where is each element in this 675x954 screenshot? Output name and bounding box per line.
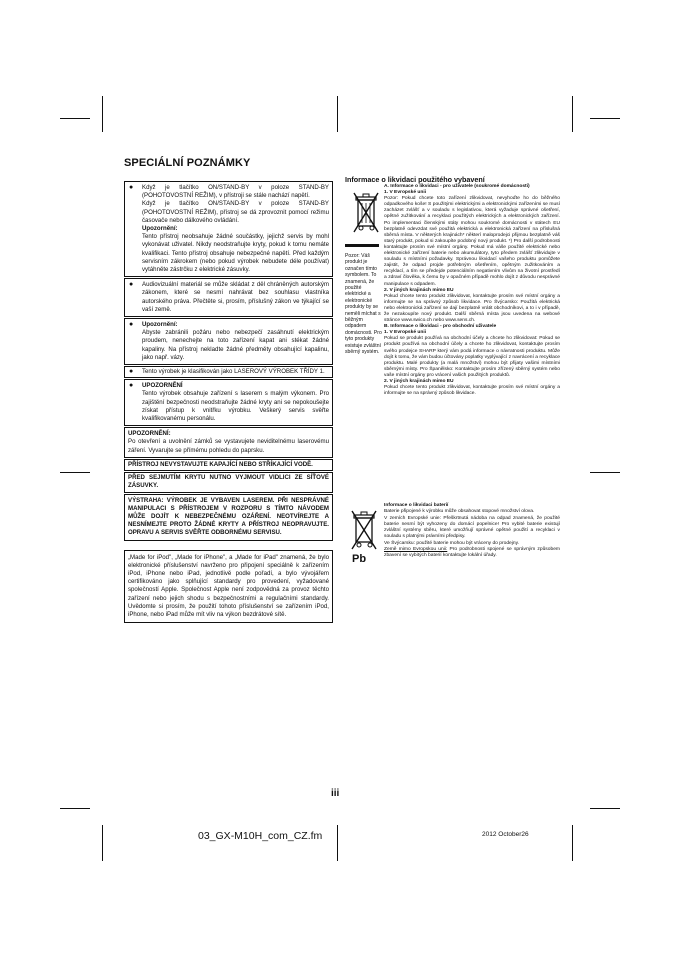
- bullet-icon: ●: [129, 184, 134, 191]
- laser-class-notice: [124, 366, 333, 378]
- section-b2-text: Pokud chcete tento produkt zlikvidovat, kontaktujte prosím své místní orgány a informujte se na správný způsob likvidace.: [384, 385, 560, 397]
- section-a1-head: 1. V Evropské unii: [384, 190, 427, 196]
- crop-mark: [60, 472, 90, 473]
- bullet-icon: ●: [129, 321, 134, 329]
- standby-p1: Když je tlačítko ON/STAND-BY v poloze STAND-BY (POHOTOVOSTNÍ REŽIM), v přístroji se stále nachází napětí.: [142, 184, 329, 200]
- crop-mark: [102, 825, 103, 861]
- copyright-text: Audiovizuální materiál se může skládat z děl chráněných autorským zákonem, které se nesmí nahrávat bez souhlasu vlastníka autorského práva. Přečtěte si, prosím, příslušný zákon ve týkající se vaší země.: [142, 281, 329, 313]
- crop-mark: [572, 96, 573, 132]
- section-b-head: B. Informace o likvidaci - pro obchodní uživatele: [384, 324, 497, 330]
- copyright-notice: [124, 278, 333, 317]
- crop-mark: [102, 96, 103, 132]
- crossed-bin-icon: [353, 190, 379, 240]
- crop-mark: [590, 472, 620, 473]
- standby-p2: Když je tlačítko ON/STAND-BY v poloze STAND-BY (POHOTOVOSTNÍ REŽIM), přístroj se dá zprovoznit pomocí režimu časovače nebo dálkového ovládání.: [142, 200, 329, 224]
- radiation-head: UPOZORNĚNÍ:: [128, 430, 171, 438]
- battery-text-3: Pro podrobnosti spojené se správným způsobem zbavení se vybitých baterií kontaktujte lokální úřady.: [384, 547, 560, 559]
- section-b1-text: Pokud se produkt používá na obchodní účely a chcete ho zlikvidovat: Pokud se produkt používá na obchodní účely a chcete ho zlikvidovat, kontaktujte prosím svého prodejce SHARP který vám podá informace o návratnosti produktu. Může dojít k tomu, že vám budou účtovány poplatky vyplývající z navrácení a recyklace produktu. Malé produkty (a malá množství) mohou být přijaty vašimi místními sběrnými místy. Pro Španělsko: Kontaktujte prosím zřízený sběrný systém nebo vaše místní orgány pro vrácení vašich použitých produktů.: [384, 336, 560, 378]
- battery-text-1: Baterie připojené k výrobku může obsahovat stopové množství olova.: [384, 509, 535, 515]
- section-a-head: A. Informace o likvidaci - pro uživatele (soukromé domácnosti): [384, 184, 530, 189]
- disposal-side-note: Pozor: Váš produkt je označen tímto symbolem. To znamená, že použité elektrické a elektronické produkty by se neměli míchat s běžným odpadem domácnosti. Pro tyto produkty existuje zvláštní sběrný systém.: [345, 253, 382, 356]
- section-a2-text: Pokud chcete tento produkt zlikvidovat, kontaktujte prosím své místní orgány a informujte se na správný způsob likvidace. Pro Švýcarsko: Použitá elektrická nebo elektronická zařízení se dají bezplatně vrátit obchodníkovi, a to i v případě, že nezakoupíte nový produkt. Další sběrná místa jsou uvedena na webové stránce www.swico.ch nebo www.sens.ch.: [384, 293, 560, 324]
- fire-head: Upozornění:: [142, 321, 178, 329]
- battery-text: [384, 503, 560, 560]
- laser-head: UPOZORNĚNÍ: [142, 382, 183, 390]
- plug-notice: PŘED SEJMUTÍM KRYTU NUTNO VYJMOUT VIDLICI ZE SÍŤOVÉ ZÁSUVKY.: [124, 472, 333, 492]
- page-number: iii: [331, 788, 340, 799]
- water-notice: PŘÍSTROJ NEVYSTAVUJTE KAPAJÍCÍ NEBO STŘÍKAJÍCÍ VODĚ.: [124, 459, 333, 471]
- laser-class-text: Tento výrobek je klasifikován jako LASEROVÝ VÝROBEK TŘÍDY 1.: [142, 368, 325, 376]
- radiation-notice: [124, 427, 333, 458]
- section-a2-head: 2. V jiných krajinách mimo EU: [384, 287, 454, 293]
- crop-mark: [337, 96, 338, 132]
- fire-notice: [124, 318, 333, 365]
- section-a1-text: Pozor: Pokud chcete toto zařízení zlikvidovat, nevyhoďte ho do běžného odpadkového koše! S použitými elektrickými a elektronickými zařízeními se musí zacházet zvlášť a v souladu s legislativou, která vyžaduje správné ošetření, opětné zužitkování a recyklaci použitých elektrických a elektronických zařízení. Po implementaci členskými státy mohou soukromé domácnosti v státech EU bezplatně odevzdat své použitá elektrická a elektronická zařízení na příslušná sběrná místa. V některých krajinách* některí maloprodejci přijmou bezplatně váš starý produkt, pokud si zakoupíte podobný nový produkt. *) Pro další podrobnosti kontaktujte prosím své místní orgány. Pokud má váše použité elektrické nebo elektronické zařízení baterie nebo akumulátory, tyto předem zvlášť zlikvidujte v souladu s místními požadavky. Správnou likvidací vašeho produktu pomůžete zajistit, že odpad projde potřebným ošetřením, opětným zužitkováním a recyklací, a tím se předejde potenciálním negativním vlivům na životní prostředí a zdraví člověka, k čemu by v opačném případě mohlo dojít z důvodu nesprávné manipulace s odpadem.: [384, 196, 560, 287]
- crop-mark: [337, 825, 338, 861]
- crop-mark: [572, 825, 573, 861]
- battery-non-eu: Země mimo Evropskou unii:: [384, 547, 448, 553]
- standby-notice: [124, 181, 333, 277]
- footer-filename: 03_GX-M10H_com_CZ.fm: [198, 830, 323, 842]
- crop-mark: [590, 118, 620, 119]
- section-b2-head: 2. V jiných krajinách mimo EU: [384, 379, 454, 384]
- crop-mark: [590, 808, 620, 809]
- disposal-text: [384, 184, 560, 397]
- battery-bin-icon: [350, 508, 378, 552]
- disposal-title: Informace o likvidaci použitého vybavení: [345, 175, 485, 184]
- laser-text: Tento výrobek obsahuje zařízení s laserem s malým výkonem. Pro zajištění bezpečnosti neodstraňujte žádné kryty ani se nepokoušejte získat přístup k vnitřku výrobku. Veškerý servis svěřte kvalifikovanému personálu.: [142, 390, 329, 423]
- section-b1-head: 1. V Evropské unii: [384, 330, 427, 336]
- standby-warning-text: Tento přístroj neobsahuje žádné součástky, jejichž servis by mohl vykonávat uživatel. Nikdy neodstraňujte kryty, pokud k tomu nemáte kvalifikaci. Tento přístroj obsahuje nebezpečné napětí. Před každým servisním zákrokem (nebo pokud výrobek nebudete déle používat) vytáhněte zástrčku z elektrické zásuvky.: [142, 233, 329, 274]
- left-column: [124, 181, 333, 623]
- danger-notice: VÝSTRAHA: VÝROBEK JE VYBAVEN LASEREM. PŘI NESPRÁVNÉ MANIPULACI S PŘÍSTROJEM V ROZPORU S TÍMTO NÁVODEM MŮŽE DOJÍT K NEBEZPEČNÉMU OZÁŘENÍ. NEOTVÍREJTE A NESNÍMEJTE PROTO ŽÁDNÉ KRYTY A PŘÍSTROJ NEOPRAVUJTE. OPRAVU A SERVIS SVĚŘTE ODBORNÉMU SERVISU.: [124, 494, 333, 541]
- radiation-text: Po otevření a uvolnění zámků se vystavujete neviditelnému laserovému záření. Vyvarujte se přímému pohledu do paprsku.: [128, 438, 329, 454]
- bullet-icon: ●: [129, 382, 134, 390]
- crop-mark: [60, 808, 90, 809]
- standby-warning-head: Upozornění:: [142, 225, 178, 233]
- bin-underline: [345, 244, 379, 247]
- page-title: SPECIÁLNÍ POZNÁMKY: [124, 157, 251, 169]
- ipod-notice: „Made for iPod", „Made for iPhone", a „Made for iPad" znamená, že bylo elektronické příslušenství navrženo pro připojení speciálně k zařízením iPod, iPhone nebo iPad, jednotlivě podle pořadí, a bylo vývojářem certifikováno jako splňující standardy pro provedení, vyžadované společností Apple. Společnost Apple není zodpovědná za provoz těchto zařízení nebo jejich shodu s bezpečnostními a regulačními standardy. Uvědomte si prosím, že použití tohoto příslušenství se zařízením iPod, iPhone, nebo iPad může mít vliv na výkon bezdrátové sítě.: [124, 550, 333, 624]
- bullet-icon: ●: [129, 281, 134, 289]
- battery-text-2: Přeškrtnutá nádoba na odpad znamená, že použité baterie nesmí být vyhozeny do domácí popelnice! Pro vybité baterie existují zvláštní systémy sběru, které umožňují správné opětné použití a recyklaci v souladu s platnými právními předpisy.: [384, 515, 561, 540]
- footer-date: 2012 October26: [482, 831, 529, 838]
- fire-text: Abyste zabránili požáru nebo nebezpečí zasáhnutí elektrickým proudem, nenechejte na toto zařízení kapat ani stékat žádné kapaliny. Na přístroj nekladte žádné předměty obsahující kapalinu, jako např. vázy.: [142, 329, 329, 361]
- laser-notice: [124, 379, 333, 426]
- bullet-icon: ●: [129, 368, 134, 376]
- crop-mark: [60, 118, 90, 119]
- pb-label: Pb: [352, 553, 367, 565]
- battery-head: Informace o likvidaci baterií: [384, 503, 449, 508]
- battery-ch: Ve Švýcarsku: použité baterie mohou být vráceny do prodejny.: [384, 540, 520, 546]
- battery-eu: V zemích Evropské unie:: [384, 515, 441, 521]
